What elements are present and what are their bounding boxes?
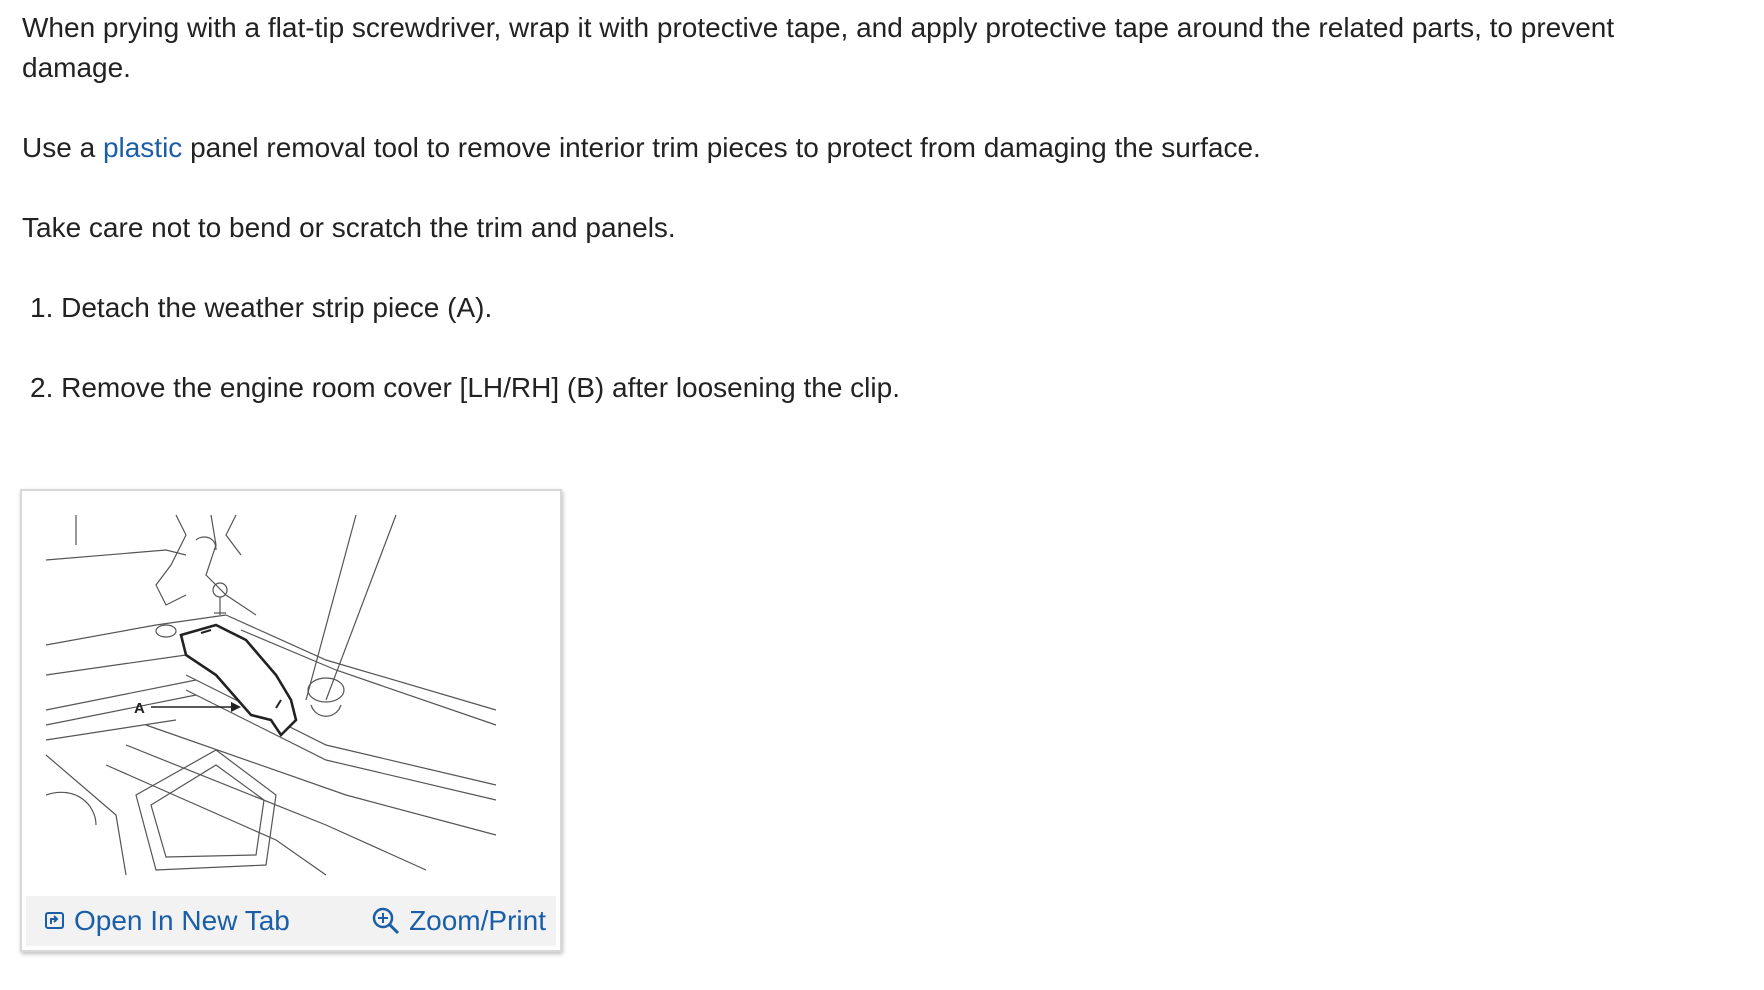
tool-text-after: panel removal tool to remove interior trim pieces to protect from damaging the surface.	[182, 132, 1261, 163]
zoom-print-label: Zoom/Print	[409, 905, 546, 936]
steps-list	[22, 288, 1722, 408]
care-paragraph: Take care not to bend or scratch the trim and panels.	[22, 212, 676, 243]
step-item: 1. Detach the weather strip piece (A).	[30, 292, 493, 323]
tool-paragraph	[22, 128, 1722, 168]
illustration-figure	[20, 489, 562, 952]
engine-room-cover-illustration[interactable]	[26, 495, 556, 883]
document-body	[22, 8, 1722, 448]
zoom-icon	[371, 906, 401, 936]
open-new-tab-icon	[44, 910, 66, 932]
open-new-tab-button[interactable]	[44, 905, 290, 937]
step-item: 2. Remove the engine room cover [LH/RH] (B) after loosening the clip.	[30, 372, 900, 403]
callout-label-a: A	[134, 700, 145, 717]
tool-text-before: Use a	[22, 132, 103, 163]
plastic-link[interactable]: plastic	[102, 132, 183, 163]
open-new-tab-label: Open In New Tab	[74, 905, 290, 936]
zoom-print-button[interactable]	[371, 905, 546, 937]
warning-paragraph: When prying with a flat-tip screwdriver, wrap it with protective tape, and apply protective tape around the related parts, to prevent damage.	[22, 12, 1615, 83]
figure-toolbar	[26, 896, 556, 946]
